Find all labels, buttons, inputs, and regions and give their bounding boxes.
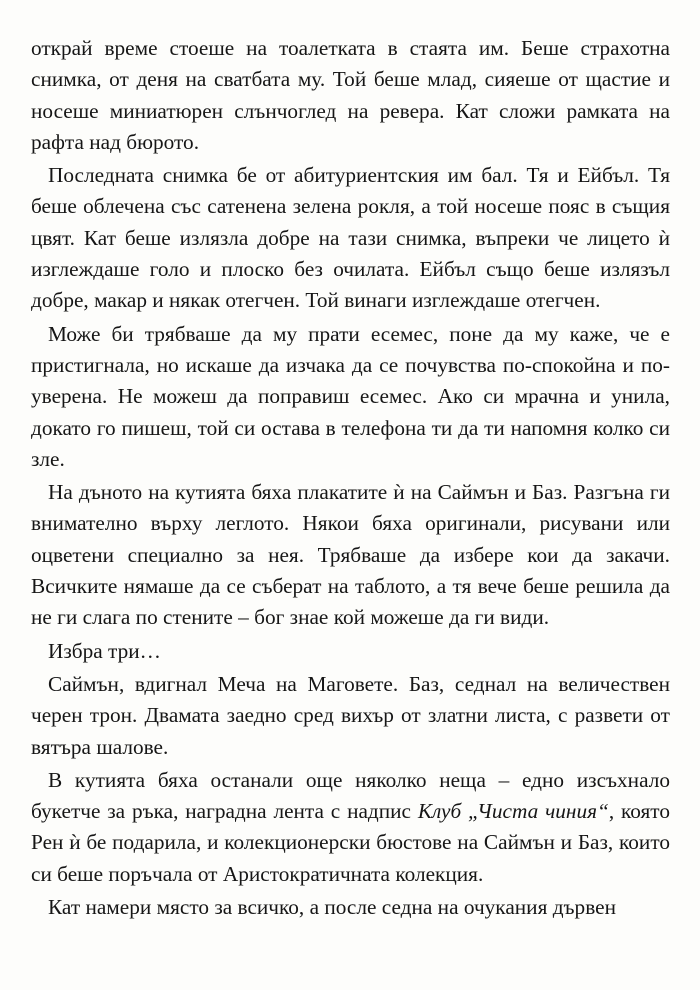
paragraph-2: Последната снимка бе от абитуриентския им бал. Тя и Ейбъл. Тя беше облечена със сатенена зелена рокля, а той носеше пояс в същия цвят. Кат беше излязла добре на тази снимка, въпреки че лицето ѝ изглеждаше голо и плоско без очилата. Ейбъл също беше излязъл добре, макар и някак отегчен. Той винаги изглеждаше отегчен. <box>31 163 670 313</box>
paragraph-3: Може би трябваше да му прати есемес, поне да му каже, че е пристигнала, но искаше да изчака да се почувства по-спокойна и по-уверена. Не можеш да поправиш есемес. Ако си мрачна и унила, докато го пишеш, той си остава в телефона ти да ти напомня колко си зле. <box>31 321 670 471</box>
paragraph-8: Кат намери място за всичко, а после седна на очукания дървен <box>48 895 616 920</box>
paragraph-4: На дъното на кутията бяха плакатите ѝ на Саймън и Баз. Разгъна ги внимателно върху леглото. Някои бяха оригинали, рисувани или оцветени специално за нея. Трябваше да избере кои да закачи. Всичките нямаше да се съберат на таблото, а тя вече беше решила да не ги слага по стените – бог знае кой можеше да ги види. <box>31 480 670 630</box>
paragraph-7-italic-club-name: Клуб „Чиста чиния“ <box>417 799 609 824</box>
paragraph-7-start: В кутията бяха останали още няколко неща – едно изсъхнало букетче за ръка, наградна лента с надпис <box>31 767 670 824</box>
paragraph-7 <box>31 765 670 890</box>
paragraph-7-end: , която Рен ѝ бе подарила, и колекционерски бюстове на Саймън и Баз, които си беше поръчала от Аристократичната колекция. <box>31 799 670 886</box>
paragraph-5: Избра три… <box>48 638 161 663</box>
paragraph-1: открай време стоеше на тоалетката в стаята им. Беше страхотна снимка, от деня на сватбата му. Той беше млад, сияеше от щастие и носеше миниатюрен слънчоглед на ревера. Кат сложи рамката на рафта над бюрото. <box>31 36 670 154</box>
paragraph-6: Саймън, вдигнал Меча на Маговете. Баз, седнал на величествен черен трон. Двамата заедно сред вихър от златни листа, с развети от вятъра шалове. <box>31 671 670 759</box>
